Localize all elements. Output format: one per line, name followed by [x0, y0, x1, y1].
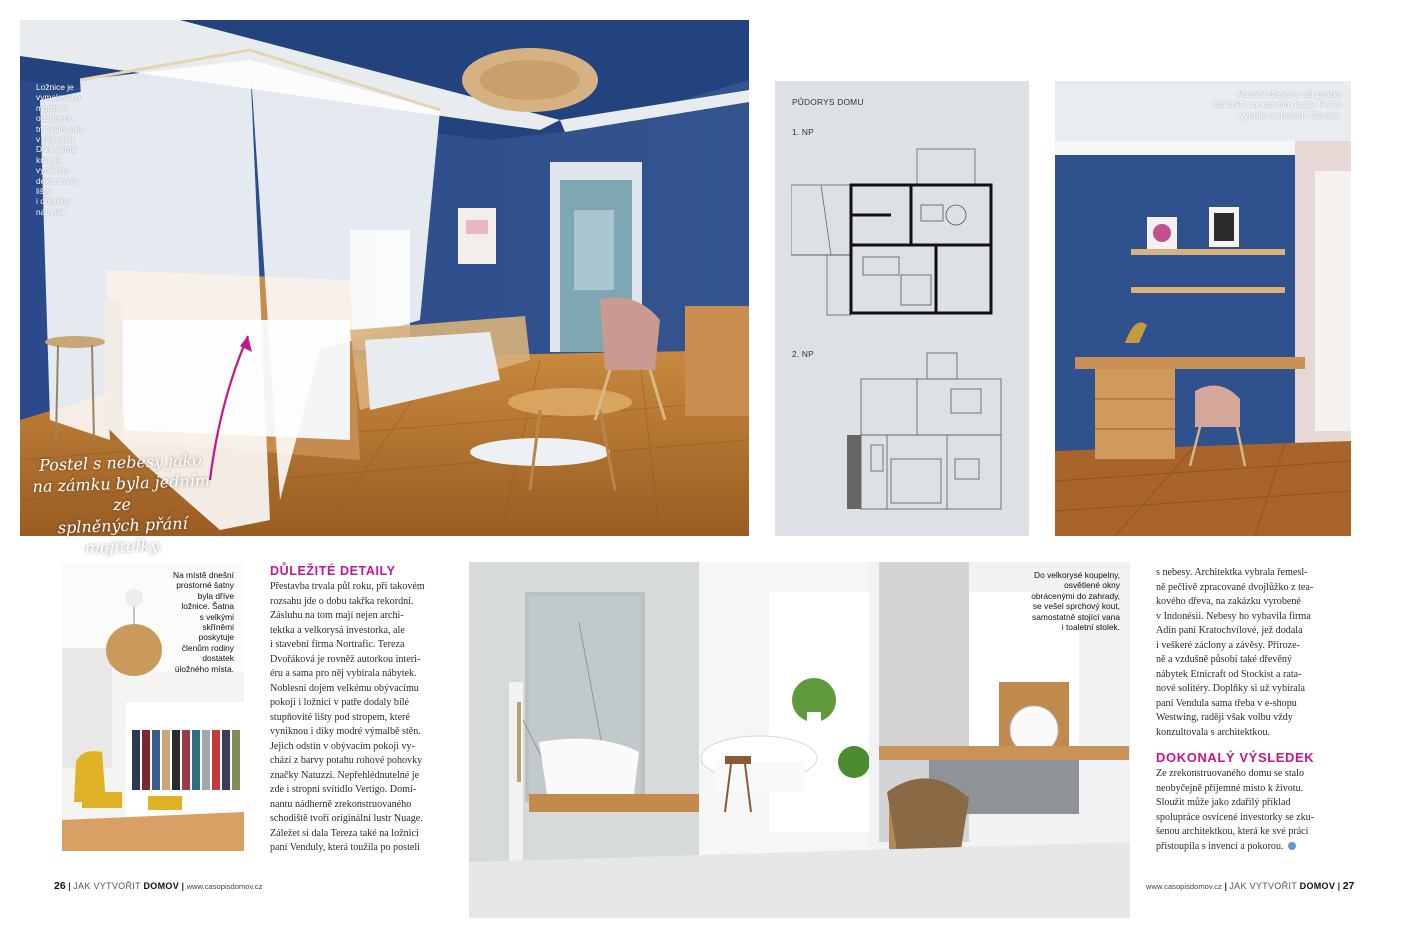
floor2-plan-drawing: [847, 349, 1007, 519]
desk-caption: Masivní dřevěný stůl značky Etnicraft v pracovním koutě Tereza vybrala v obchodě Stockist.: [1213, 89, 1342, 120]
right-page-number: 27: [1342, 880, 1355, 892]
right-footer: www.casopisdomov.cz | JAK VYTVOŘIT DOMOV | 27: [1146, 880, 1355, 892]
perfect-result-heading: DOKONALÝ VÝSLEDEK: [1156, 750, 1315, 765]
floor-plan-title: PŮDORYS DOMU: [792, 97, 864, 107]
left-magazine-name: JAK VYTVOŘIT DOMOV: [73, 881, 180, 891]
wardrobe-caption: Na místě dnešní prostorné šatny byla dříve ložnice. Šatna s velkými skříněmi poskytuje členům rodiny dostatek úložného místa.: [173, 570, 234, 674]
result-paragraph: Ze zrekonstruovaného domu se stalo neobyčejně příjemné místo k životu. Sloužit může jako zdařilý příklad spolupráce osvícené investorky se zku- šenou architektkou, která ke své práci přistoupila s invencí a pokorou.: [1156, 768, 1315, 852]
left-page-number: 26: [54, 880, 66, 892]
bathroom-caption: Do velkorysé koupelny, osvětlené okny obrácenými do zahrady, se vešel sprchový kout, samostatně stojící vana i toaletní stolek.: [1031, 570, 1120, 633]
important-details-heading: DŮLEŽITÉ DETAILY: [270, 564, 396, 578]
bedroom-script-caption: Postel s nebesy jako na zámku byla jedním ze splněných přání majitelky.: [32, 450, 211, 558]
right-body-column: s nebesy. Architektka vybrala řemesl- ně pečlivě zpracované dvojlůžko z tea- kového dřeva, na zakázku vyrobené v Indonésii. Nebesy ho vybavila firma Adin paní Kratochvílové, jež dodala i veškeré záclony a závěsy. Přiroze- ně a vzdušně působí také dřevěný nábytek Etnicraft od Stockist a rata- nové solitéry. Doplňky si už vybírala paní Vendula sama třeba v e-shopu Westwing, raději však volbu vždy konzultovala s architektkou.: [1156, 567, 1314, 738]
left-body-column: Přestavba trvala půl roku, při takovém rozsahu jde o dobu takřka rekordní. Zásluhu na tom mají nejen archi- tektka a velkorysá investorka, ale i stavební firma Nortrafic. Tereza Dvořáková je rovněž autorkou interi- éru a sama pro něj vybírala nábytek. Noblesní dojem velkému obývacímu pokoji i ložnici v patře dodaly bílé stupňovité lišty pod stropem, které vyniknou i díky modré výmalbě stěn. Jejich odstín v obývacím pokoji vy- chází z barvy potahu rohové pohovky značky Natuzzi. Nepřehlédnutelné je zde i stropní svítidlo Vertigo. Domi- nantu nádherně zrekonstruovaného schodiště tvoří originální lustr Nuage. Záležet si dala Tereza také na ložnici paní Venduly, která toužila po posteli: [270, 581, 425, 853]
floor2-label: 2. NP: [792, 349, 814, 359]
floor-plan-panel: [775, 81, 1029, 536]
left-footer-url: www.casopisdomov.cz: [186, 882, 263, 891]
desk-photo: [1055, 81, 1351, 536]
floor1-plan-drawing: [791, 145, 1001, 325]
end-of-article-dot: [1288, 842, 1296, 850]
right-footer-url: www.casopisdomov.cz: [1146, 882, 1222, 891]
right-magazine-name: JAK VYTVOŘIT DOMOV: [1229, 881, 1336, 891]
floor1-label: 1. NP: [792, 127, 814, 137]
bedroom-caption: Ložnice je vymalována modrým odstínem, tmavším než v obýváku. Díky němu krásně vyniknou dekorativní lišty i dřevěný nábytek.: [36, 82, 84, 217]
left-footer: 26 | JAK VYTVOŘIT DOMOV | www.casopisdomov.cz: [54, 880, 263, 892]
